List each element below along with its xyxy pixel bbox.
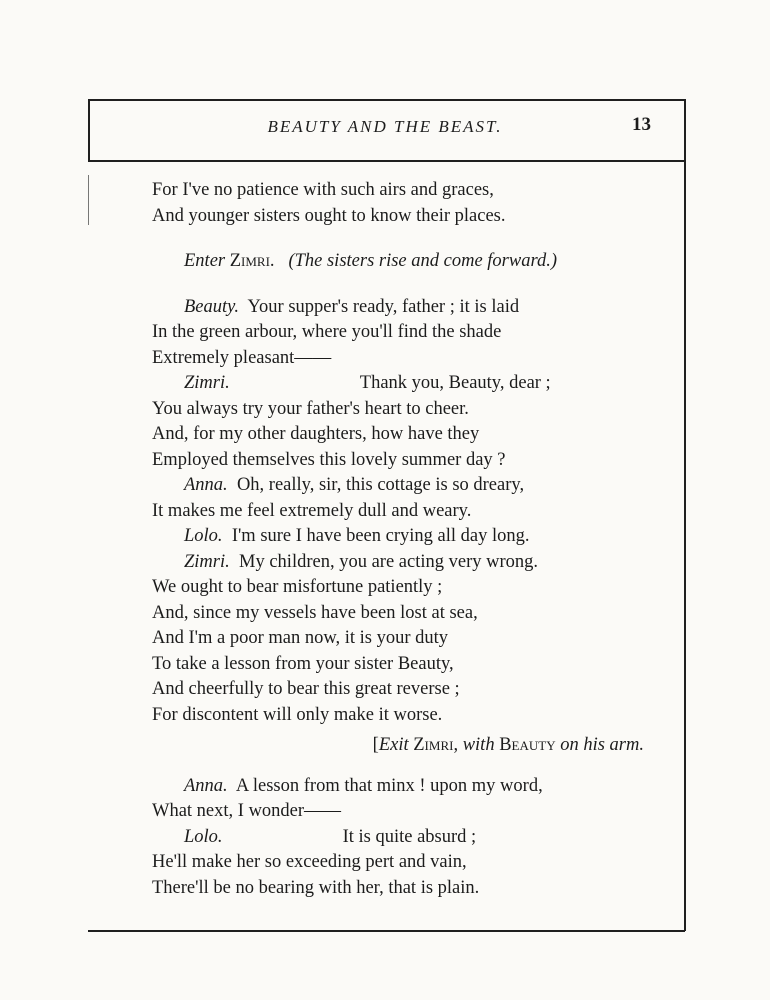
speaker-name: Beauty.	[184, 296, 239, 317]
verse-text: It is quite absurd ;	[342, 826, 477, 847]
verse-line: For discontent will only make it worse.	[152, 704, 443, 725]
frame-bottom-rule	[88, 930, 685, 932]
stage-enter-name: Zimri.	[229, 251, 275, 271]
play-text	[152, 178, 652, 901]
verse-text: Thank you, Beauty, dear ;	[359, 373, 551, 393]
speaker-name: Lolo.	[184, 526, 223, 546]
verse-line: And cheerfully to bear this great reverse ;	[152, 679, 460, 699]
verse-line: In the green arbour, where you'll find the shade	[152, 322, 502, 342]
speaker-name: Zimri.	[184, 373, 230, 393]
verse-line: You always try your father's heart to cheer.	[152, 398, 469, 419]
verse-line: There'll be no bearing with her, that is plain.	[152, 877, 480, 898]
speech-line	[152, 524, 652, 550]
spacer	[152, 275, 652, 295]
stage-direction-exit	[152, 733, 652, 759]
verse-line: Extremely pleasant——	[152, 347, 332, 368]
speech-line	[152, 550, 652, 576]
exit-on-arm: on his arm.	[560, 735, 644, 755]
verse-text: A lesson from that minx ! upon my word,	[235, 775, 543, 796]
speech-line	[152, 295, 652, 321]
verse-line: He'll make her so exceeding pert and vain,	[152, 852, 467, 872]
speaker-name: Anna.	[184, 775, 228, 796]
speech-line	[152, 371, 652, 397]
stage-enter-word: Enter	[184, 251, 226, 271]
exit-name: Zimri,	[413, 735, 459, 755]
verse-line: And, since my vessels have been lost at sea,	[152, 602, 478, 623]
speaker-name: Zimri.	[184, 551, 230, 572]
speech-line	[152, 774, 652, 800]
verse-line: Employed themselves this lovely summer day ?	[152, 449, 506, 470]
verse-line: And I'm a poor man now, it is your duty	[152, 628, 449, 648]
speech-line	[152, 473, 652, 499]
verse-line: What next, I wonder——	[152, 801, 342, 821]
exit-beauty: Beauty	[499, 735, 556, 755]
verse-text: Your supper's ready, father ; it is laid	[247, 296, 520, 317]
stage-direction-text: (The sisters rise and come forward.)	[288, 251, 558, 271]
verse-text: My children, you are acting very wrong.	[239, 551, 539, 572]
verse-line: For I've no patience with such airs and graces,	[152, 180, 494, 200]
verse-line: We ought to bear misfortune patiently ;	[152, 577, 443, 597]
verse-line: It makes me feel extremely dull and weary.	[152, 500, 472, 521]
header-bottom-rule	[88, 160, 685, 162]
exit-with: with	[462, 735, 495, 755]
spacer	[152, 229, 652, 249]
page-number: 13	[632, 114, 651, 135]
exit-word: Exit	[378, 735, 409, 755]
running-header-title: BEAUTY AND THE BEAST.	[267, 117, 503, 136]
frame-left-rule-lower	[88, 175, 89, 225]
verse-text: Oh, really, sir, this cottage is so dreary,	[236, 475, 525, 495]
verse-line: And, for my other daughters, how have they	[152, 424, 480, 444]
stage-direction-enter	[152, 249, 652, 275]
verse-line: And younger sisters ought to know their places.	[152, 205, 506, 226]
speech-line	[152, 825, 652, 851]
frame-top-rule	[88, 99, 685, 101]
speaker-name: Anna.	[184, 475, 228, 495]
spacer	[152, 759, 652, 774]
exit-bracket: [	[372, 735, 379, 755]
frame-right-rule	[684, 99, 686, 931]
verse-text: I'm sure I have been crying all day long.	[231, 526, 530, 546]
speaker-name: Lolo.	[184, 826, 223, 847]
verse-line: To take a lesson from your sister Beauty,	[152, 653, 454, 674]
